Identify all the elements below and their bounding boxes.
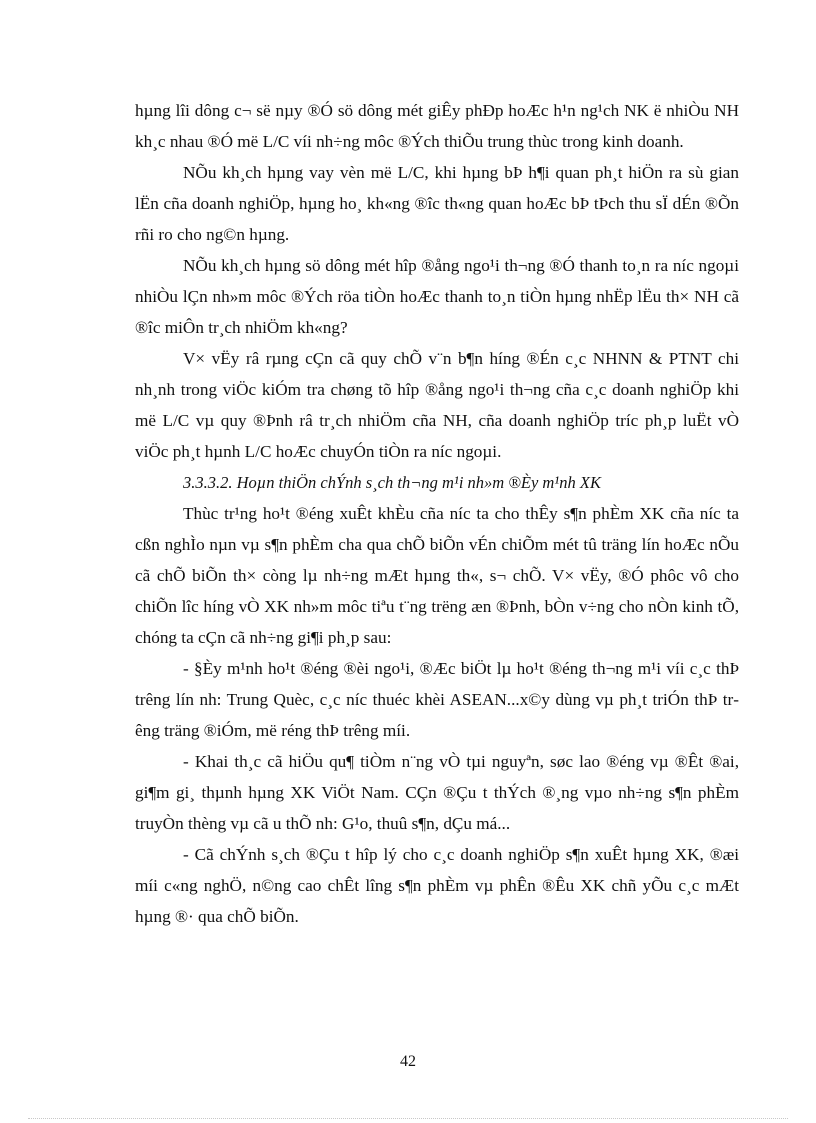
- list-item: - Cã chÝnh s¸ch ®Çu t hîp lý cho c¸c doanh nghiÖp s¶n xuÊt hµng XK, ®æi míi c«ng nghÖ, n©ng cao chÊt lîng s¶n phÈm vµ phÊn ®Êu XK chñ yÕu c¸c mÆt hµng ®· qua chÕ biÕn.: [135, 845, 739, 926]
- body-text: [135, 95, 739, 932]
- paragraph: NÕu kh¸ch hµng vay vèn më L/C, khi hµng bÞ h¶i quan ph¸t hiÖn ra sù gian lËn cña doanh nghiÖp, hµng ho¸ kh«ng ®îc th«ng quan hoÆc bÞ tÞch thu sÏ dÉn ®Õn rñi ro cho ng©n hµng.: [135, 163, 739, 244]
- paragraph: hµng lîi dông c¬ së nµy ®Ó sö dông mét giÊy phÐp hoÆc h¹n ng¹ch NK ë nhiÒu NH kh¸c nhau ®Ó më L/C víi nh÷ng môc ®Ých thiÕu trung thùc trong kinh doanh.: [135, 101, 739, 151]
- paragraph: NÕu kh¸ch hµng sö dông mét hîp ®ång ngo¹i th¬ng ®Ó thanh to¸n ra níc ngoµi nhiÒu lÇn nh»m môc ®Ých röa tiÒn hoÆc thanh to¸n tiÒn hµng nhËp lËu th× NH cã ®îc miÔn tr¸ch nhiÖm kh«ng?: [135, 256, 739, 337]
- list-item: - §Èy m¹nh ho¹t ®éng ®èi ngo¹i, ®Æc biÖt lµ ho¹t ®éng th¬ng m¹i víi c¸c thÞ trêng lín nh: Trung Quèc, c¸c níc thuéc khèi ASEAN...x©y dùng vµ ph¸t triÓn thÞ trêng träng ®iÓm, më réng thÞ trêng míi.: [135, 659, 739, 740]
- page-number: 42: [400, 1053, 416, 1070]
- list-item: - Khai th¸c cã hiÖu qu¶ tiÒm n¨ng vÒ tµi nguyªn, søc lao ®éng vµ ®Êt ®ai, gi¶m gi¸ thµnh hµng XK ViÖt Nam. CÇn ®Çu t thÝch ®¸ng vµo nh÷ng s¶n phÈm truyÒn thèng vµ cã u thÕ nh: G¹o, thuû s¶n, dÇu má...: [135, 752, 739, 833]
- paragraph: Thùc tr¹ng ho¹t ®éng xuÊt khÈu cña níc ta cho thÊy s¶n phÈm XK cña níc ta cßn nghÌo nµn vµ s¶n phÈm cha qua chÕ biÕn vÉn chiÕm mét tû träng lín hoÆc nÕu cã chÕ biÕn th× còng lµ nh÷ng mÆt hµng th«, s¬ chÕ. V× vËy, ®Ó phôc vô cho chiÕn lîc híng vÒ XK nh»m môc tiªu t¨ng trëng æn ®Þnh, bÒn v÷ng cho nÒn kinh tÕ, chóng ta cÇn cã nh÷ng gi¶i ph¸p sau:: [135, 504, 739, 647]
- paragraph: V× vËy râ rµng cÇn cã quy chÕ v¨n b¶n híng ®Én c¸c NHNN & PTNT chi nh¸nh trong viÖc kiÓm tra chøng tõ hîp ®ång ngo¹i th¬ng cña c¸c doanh nghiÖp khi më L/C vµ quy ®Þnh râ tr¸ch nhiÖm cña NH, cña doanh nghiÖp tríc ph¸p luËt vÒ viÖc ph¸t hµnh L/C hoÆc chuyÓn tiÒn ra níc ngoµi.: [135, 349, 739, 461]
- section-heading: 3.3.3.2. Hoµn thiÖn chÝnh s¸ch th¬ng m¹i nh»m ®Èy m¹nh XK: [183, 473, 601, 492]
- footer-divider: [28, 1118, 788, 1119]
